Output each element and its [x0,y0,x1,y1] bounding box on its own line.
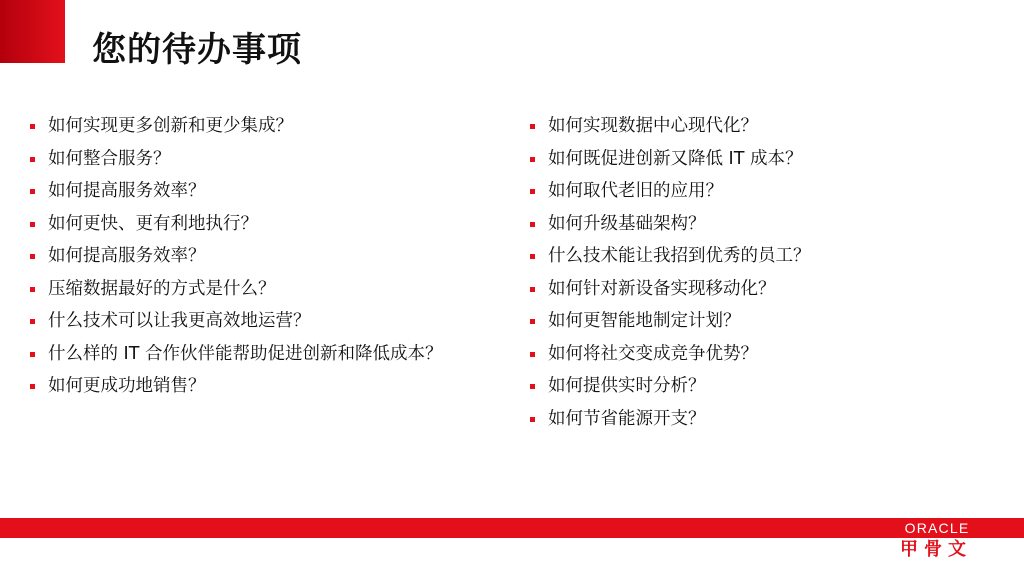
list-item-text: 如何将社交变成竞争优势？ [548,343,758,364]
list-item [530,212,811,245]
list-item [30,179,442,212]
bullet-square-icon [30,287,35,292]
bullet-square-icon [530,352,535,357]
bullet-square-icon [30,124,35,129]
bullet-square-icon [530,319,535,324]
list-item [530,277,811,310]
bullet-square-icon [30,254,35,259]
list-item-text: 如何更成功地销售？ [48,376,206,396]
list-item [530,114,811,147]
list-item-text: 如何实现更多创新和更少集成？ [48,116,293,136]
bullet-square-icon [30,384,35,389]
list-item-text: 如何针对新设备实现移动化？ [548,278,776,299]
list-item-text: 如何提高服务效率？ [48,181,206,201]
list-item [530,244,811,277]
bullet-square-icon [30,157,35,162]
list-item [530,309,811,342]
list-item [530,374,811,407]
corner-accent-block [0,0,65,63]
list-item [530,342,811,375]
list-item-text: 什么样的 IT 合作伙伴能帮助促进创新和降低成本？ [48,343,443,364]
list-item [30,212,442,245]
bullet-square-icon [530,384,535,389]
list-item-text: 如何升级基础架构？ [548,213,706,234]
list-item-text: 如何提供实时分析？ [548,376,706,396]
slide-title: 您的待办事项 [92,30,302,70]
bullet-square-icon [530,124,535,129]
list-item-text: 如何实现数据中心现代化？ [548,116,758,136]
list-item-text: 什么技术可以让我更高效地运营？ [48,311,311,331]
bullet-square-icon [530,417,535,422]
list-item [30,147,442,180]
list-item-text: 如何更智能地制定计划？ [548,311,741,331]
list-item [30,114,442,147]
list-item-text: 如何节省能源开支？ [548,408,706,429]
bullet-square-icon [30,189,35,194]
left-bullet-list [30,114,442,407]
list-item [30,374,442,407]
bullet-square-icon [30,222,35,227]
bullet-square-icon [530,189,535,194]
oracle-chinese-logo: 甲骨文 [900,539,972,560]
list-item [530,179,811,212]
bullet-square-icon [530,157,535,162]
list-item-text: 如何提高服务效率？ [48,246,206,266]
right-bullet-list [530,114,811,439]
bullet-square-icon [30,352,35,357]
list-item [30,342,442,375]
bullet-square-icon [30,319,35,324]
list-item [30,277,442,310]
bullet-square-icon [530,254,535,259]
list-item-text: 压缩数据最好的方式是什么？ [48,278,276,299]
bullet-square-icon [530,222,535,227]
list-item-text: 如何既促进创新又降低 IT 成本？ [548,148,803,169]
footer-red-band [0,518,1024,538]
oracle-logo: ORACLE [904,520,970,536]
bullet-square-icon [530,287,535,292]
list-item [530,147,811,180]
list-item [30,244,442,277]
list-item-text: 如何整合服务？ [48,148,171,169]
list-item-text: 如何更快、更有利地执行？ [48,213,258,234]
list-item-text: 什么技术能让我招到优秀的员工？ [548,246,811,266]
list-item [530,407,811,440]
list-item [30,309,442,342]
list-item-text: 如何取代老旧的应用？ [548,181,723,201]
